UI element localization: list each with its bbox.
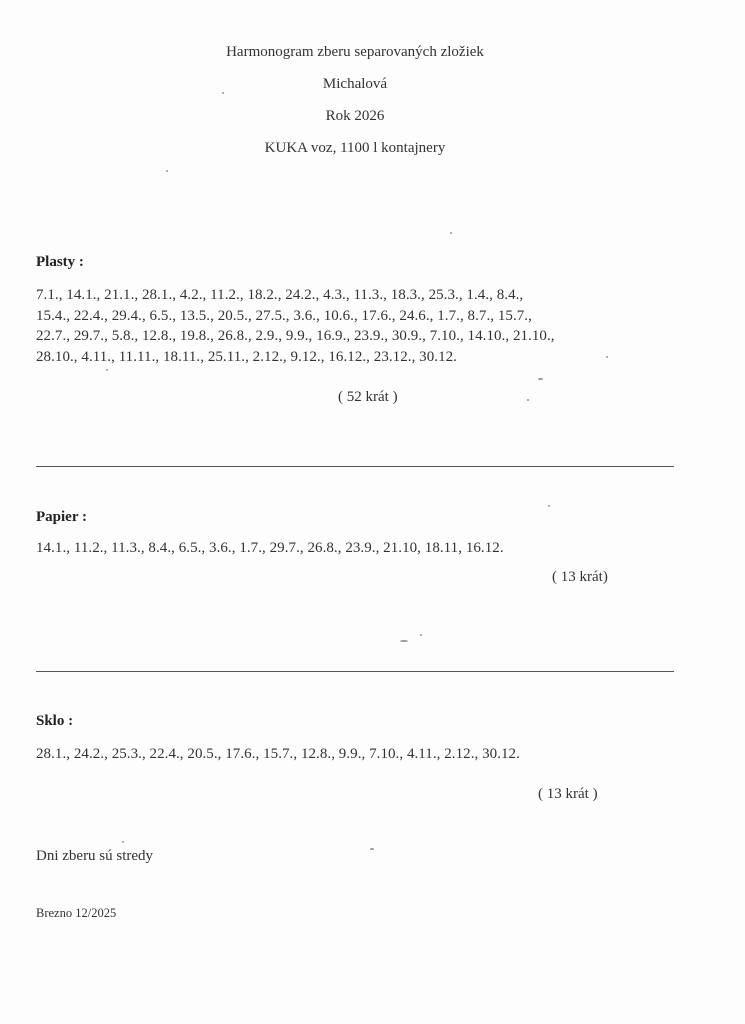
collection-day-note: Dni zberu sú stredy — [36, 848, 154, 864]
place-and-date: Brezno 12/2025 — [36, 906, 117, 920]
scan-speck — [548, 505, 550, 507]
scan-speck — [527, 399, 529, 401]
plasty-dates-line: 28.10., 4.11., 11.11., 18.11., 25.11., 2.12., 9.12., 16.12., 23.12., 30.12. — [36, 348, 457, 365]
header-year: Rok 2026 — [325, 108, 385, 124]
scan-speck — [420, 634, 422, 636]
plasty-title: Plasty : — [36, 254, 84, 270]
plasty-count: ( 52 krát ) — [338, 389, 398, 405]
header-location: Michalová — [322, 76, 388, 92]
scan-speck — [538, 378, 543, 380]
scan-speck — [122, 841, 124, 843]
scan-speck — [400, 640, 408, 642]
plasty-dates-line: 7.1., 14.1., 21.1., 28.1., 4.2., 11.2., 18.2., 24.2., 4.3., 11.3., 18.3., 25.3., 1.4., 8.4., — [36, 287, 524, 303]
header-title: Harmonogram zberu separovaných zložiek — [226, 44, 484, 60]
scan-speck — [450, 232, 452, 234]
scan-speck — [166, 170, 168, 172]
papier-count: ( 13 krát) — [552, 569, 608, 585]
papier-dates — [36, 538, 676, 559]
scan-speck — [370, 848, 374, 850]
scan-speck — [106, 369, 108, 371]
papier-dates-line: 14.1., 11.2., 11.3., 8.4., 6.5., 3.6., 1.7., 29.7., 26.8., 23.9., 21.10, 18.11, 16.12. — [36, 540, 504, 556]
papier-title: Papier : — [36, 509, 87, 525]
scan-speck — [606, 356, 608, 358]
header-container-type: KUKA voz, 1100 l kontajnery — [264, 140, 446, 156]
section-divider — [36, 466, 674, 467]
sklo-dates-line: 28.1., 24.2., 25.3., 22.4., 20.5., 17.6., 15.7., 12.8., 9.9., 7.10., 4.11., 2.12., 30.12. — [36, 746, 520, 762]
plasty-dates-line: 15.4., 22.4., 29.4., 6.5., 13.5., 20.5., 27.5., 3.6., 10.6., 17.6., 24.6., 1.7., 8.7., 15.7., — [36, 307, 532, 324]
document-header — [0, 36, 710, 164]
plasty-dates — [36, 285, 676, 367]
scan-speck — [222, 92, 224, 94]
sklo-count: ( 13 krát ) — [538, 786, 598, 802]
section-divider — [36, 671, 674, 672]
plasty-dates-line: 22.7., 29.7., 5.8., 12.8., 19.8., 26.8., 2.9., 9.9., 16.9., 23.9., 30.9., 7.10., 14.10., 21.10., — [36, 328, 555, 344]
sklo-dates — [36, 744, 676, 765]
sklo-title: Sklo : — [36, 713, 74, 729]
